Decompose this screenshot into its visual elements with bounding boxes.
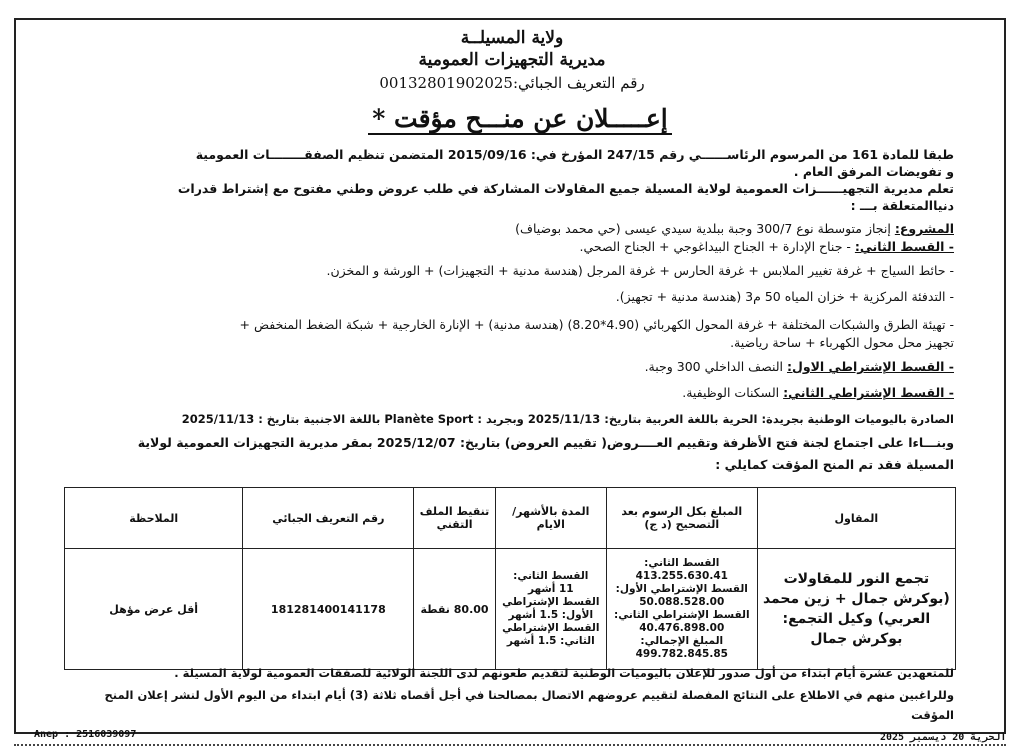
table-header-row	[65, 488, 956, 549]
project-text: إنجاز متوسطة نوع 300/7 وجبة ببلدية سيدي عيسى (حي محمد بوضياف)	[515, 221, 891, 236]
amount-line: 499.782.845.85	[635, 648, 728, 660]
cell-amount	[606, 549, 757, 670]
intro-paragraph-2b: دنياالمتعلقة بـــ :	[850, 198, 954, 213]
intro-paragraph-1: طبقا للمادة 161 من المرسوم الرئاســــــي رقم 247/15 المؤرخ في: 2015/09/16 المتضمن تنظيم الصفقــــــــات العمومية	[195, 147, 954, 162]
optional-lot-1-text: النصف الداخلي 300 وجبة.	[644, 359, 784, 374]
header-tax-id: رقم التعريف الجبائي	[243, 488, 414, 549]
anep-reference: Anep : 2516039097	[34, 729, 137, 740]
committee-line: وبنـــاءا على اجتماع لجنة فتح الأظرفة وتقييم العــــروض( تقييم العروض) بتاريخ: 2025/12/07 بمقر مديرية التجهيزات العمومية لولاية	[137, 435, 954, 450]
wilaya-name: ولاية المسيلــة	[460, 28, 564, 48]
header-amount: المبلغ بكل الرسوم بعد التصحيح (د ج)	[606, 488, 757, 549]
publication-line: الصادرة باليوميات الوطنية بجريدة: الحرية باللغة العربية بتاريخ: 2025/11/13 وبجريد : Planète Sport باللغة الاجنبية بتاريخ : 2025/11/13	[181, 412, 954, 426]
cell-contractor: تجمع النور للمقاولات (بوكرش جمال + زين محمد العربي) وكيل التجمع: بوكرش جمال	[757, 549, 955, 670]
amount-line: القسط الإشتراطي الأول:	[615, 583, 748, 595]
cell-score: 80.00 نقطة	[414, 549, 495, 670]
duration-line: القسط الثاني:	[513, 570, 589, 582]
amount-line: 40.476.898.00	[639, 622, 725, 634]
amount-line: القسط الثاني:	[644, 557, 720, 569]
lot2-line	[54, 238, 954, 256]
header-contractor: المقاول	[757, 488, 955, 549]
project-line-4: - التدفئة المركزية + خزان المياه 50 م3 (هندسة مدنية + تجهيز).	[615, 289, 954, 304]
intro-paragraph-1b: و تفويضات المرفق العام .	[793, 164, 954, 179]
cell-duration	[495, 549, 606, 670]
optional-lot-2-text: السكنات الوظيفية.	[682, 385, 780, 400]
header-score: تنقيط الملف التقني	[414, 488, 495, 549]
intro-paragraph-2: تعلم مديرية التجهيــــــزات العمومية لولاية المسيلة جميع المقاولات المشاركة في طلب عروض وطني مفتوح مع إشتراط قدرات	[177, 181, 954, 196]
project-line-5b: تجهيز محل محول الكهرباء + ساحة رياضية.	[730, 335, 954, 350]
cell-note: أقل عرض مؤهل	[65, 549, 243, 670]
optional-lot-1	[54, 358, 954, 376]
project-line	[54, 220, 954, 238]
optional-lot-2-label: - القسط الإشتراطي الثاني:	[783, 385, 954, 400]
newspaper-date: الحرية 20 ديسمبر 2025	[880, 732, 1007, 743]
project-line-5: - تهيئة الطرق والشبكات المختلفة + غرفة المحول الكهربائي (4.90*8.20) (هندسة مدنية) + الإنارة الخارجية + شبكة الضغط المنخفض +	[239, 317, 954, 332]
directorate-name: مديرية التجهيزات العمومية	[418, 50, 606, 70]
notice-title: إعـــــلان عن منـــح مؤقت *	[310, 104, 730, 133]
duration-line: الأول: 1.5 أشهر	[508, 609, 594, 621]
cut-line	[14, 744, 1006, 746]
cell-tax-id: 181281400141178	[243, 549, 414, 670]
project-label: المشروع:	[894, 221, 954, 236]
table-row	[65, 549, 956, 670]
header-note: الملاحظة	[65, 488, 243, 549]
duration-line: الثاني: 1.5 أشهر	[506, 635, 595, 647]
amount-line: 50.088.528.00	[639, 596, 725, 608]
project-line-3: - حائط السياج + غرفة تغيير الملابس + غرفة الحارس + غرفة المرجل (هندسة مدنية + التجهيزات) + الورشة و المخزن.	[326, 263, 954, 278]
duration-line: القسط الإشتراطي	[502, 622, 600, 634]
results-note: وللراغبين منهم في الاطلاع على النتائج المفصلة لتقييم عروضهم الاتصال بمصالحنا في أجل أقصاه ثلاثة (3) أيام ابتداء من اليوم الأول لنشر إعلان المنح	[104, 688, 954, 702]
header-duration: المدة بالأشهر/ الايام	[495, 488, 606, 549]
duration-line: القسط الإشتراطي	[502, 596, 600, 608]
duration-line: 11 أشهر	[527, 583, 574, 595]
tax-id-header: رقم التعريف الجبائي:00132801902025	[379, 74, 645, 92]
amount-line: 413.255.630.41	[635, 570, 728, 582]
optional-lot-1-label: - القسط الإشتراطي الاول:	[787, 359, 954, 374]
award-table	[64, 487, 956, 670]
lot2-text: - جناح الإدارة + الجناح البيداغوجي + الجناح الصحي.	[579, 239, 851, 254]
award-intro-line: المسيلة فقد تم المنح المؤقت كمايلي :	[715, 457, 954, 472]
amount-line: القسط الإشتراطي الثاني:	[614, 609, 750, 621]
results-note-end: المؤقت	[911, 708, 954, 722]
optional-lot-2	[54, 384, 954, 402]
lot2-label: - القسط الثاني:	[854, 239, 954, 254]
amount-line: المبلغ الإجمالي:	[640, 635, 724, 647]
appeal-note: للمتعهدين عشرة أيام ابتداء من أول صدور للإعلان باليوميات الوطنية لتقديم طعونهم لدى اللجنة الولائية للصفقات العمومية لولاية المسيلة .	[174, 666, 954, 680]
